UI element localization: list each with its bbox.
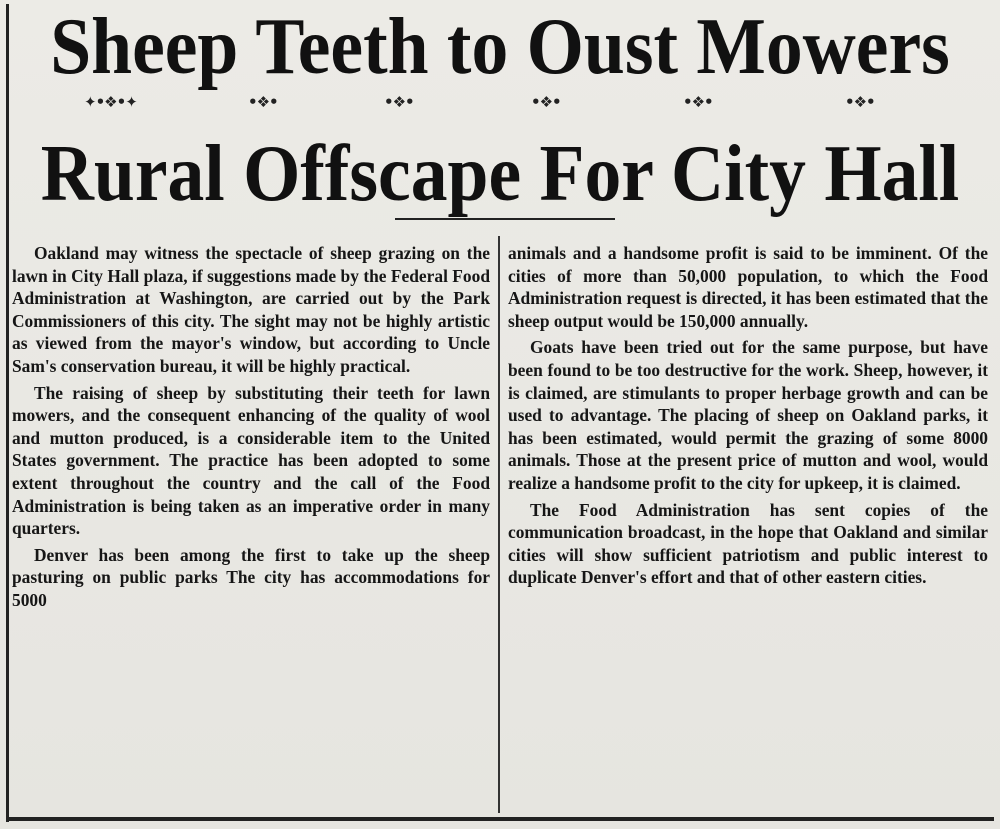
article-paragraph: Denver has been among the first to take up the sheep pasturing on public parks The city has accommodations for 5000: [12, 544, 490, 610]
left-border-rule: [6, 4, 9, 822]
bottom-border-rule: [8, 817, 994, 821]
headline-underline: [395, 218, 615, 220]
article-column-left: [12, 242, 490, 612]
article-paragraph: Goats have been tried out for the same purpose, but have been found to be too destructive for the work. Sheep, however, it is claimed, are stimulants to proper herbage growth and can be used to advantage. The placing of sheep on Oakland parks, it has been estimated, would permit the grazing of some 8000 animals. Those at the present price of mutton and wool, would realize a handsome profit to the city for upkeep, it is claimed.: [508, 337, 988, 493]
ornament-divider: •❖•: [531, 93, 561, 111]
ornament-divider: •❖•: [384, 93, 414, 111]
column-divider: [498, 236, 500, 813]
ornament-divider: •❖•: [248, 93, 278, 111]
ornament-row: [0, 93, 1000, 113]
article-paragraph: Oakland may witness the spectacle of sheep grazing on the lawn in City Hall plaza, if suggestions made by the Federal Food Administration at Washington, are carried out by the Park Commissioners of this city. The sight may not be highly artistic as viewed from the mayor's window, but according to Uncle Sam's conservation bureau, it will be highly practical.: [12, 243, 490, 376]
article-paragraph: The Food Administration has sent copies of the communication broadcast, in the hope that Oakland and similar cities will show sufficient patriotism and public interest to duplicate Denver's effort and that of other eastern cities.: [508, 499, 988, 588]
article-paragraph: The raising of sheep by substituting their teeth for lawn mowers, and the consequent enhancing of the quality of wool and mutton produced, is a considerable item to the United States government. The practice has been adopted to some extent throughout the country and the call of the Food Administration is being taken as an imperative order in many quarters.: [12, 382, 490, 539]
article-paragraph: animals and a handsome profit is said to be imminent. Of the cities of more than 50,000 population, to which the Food Administration request is directed, it has been estimated that the sheep output would be 150,000 annually.: [508, 243, 988, 331]
ornament-divider: •❖•: [683, 93, 713, 111]
ornament-divider: •❖•: [845, 93, 875, 111]
ornament-divider: ✦•❖•✦: [84, 93, 137, 111]
headline-line-2: Rural Offscape For City Hall: [40, 130, 960, 218]
article-column-right: [508, 242, 988, 589]
headline-line-1: Sheep Teeth to Oust Mowers: [50, 3, 950, 91]
